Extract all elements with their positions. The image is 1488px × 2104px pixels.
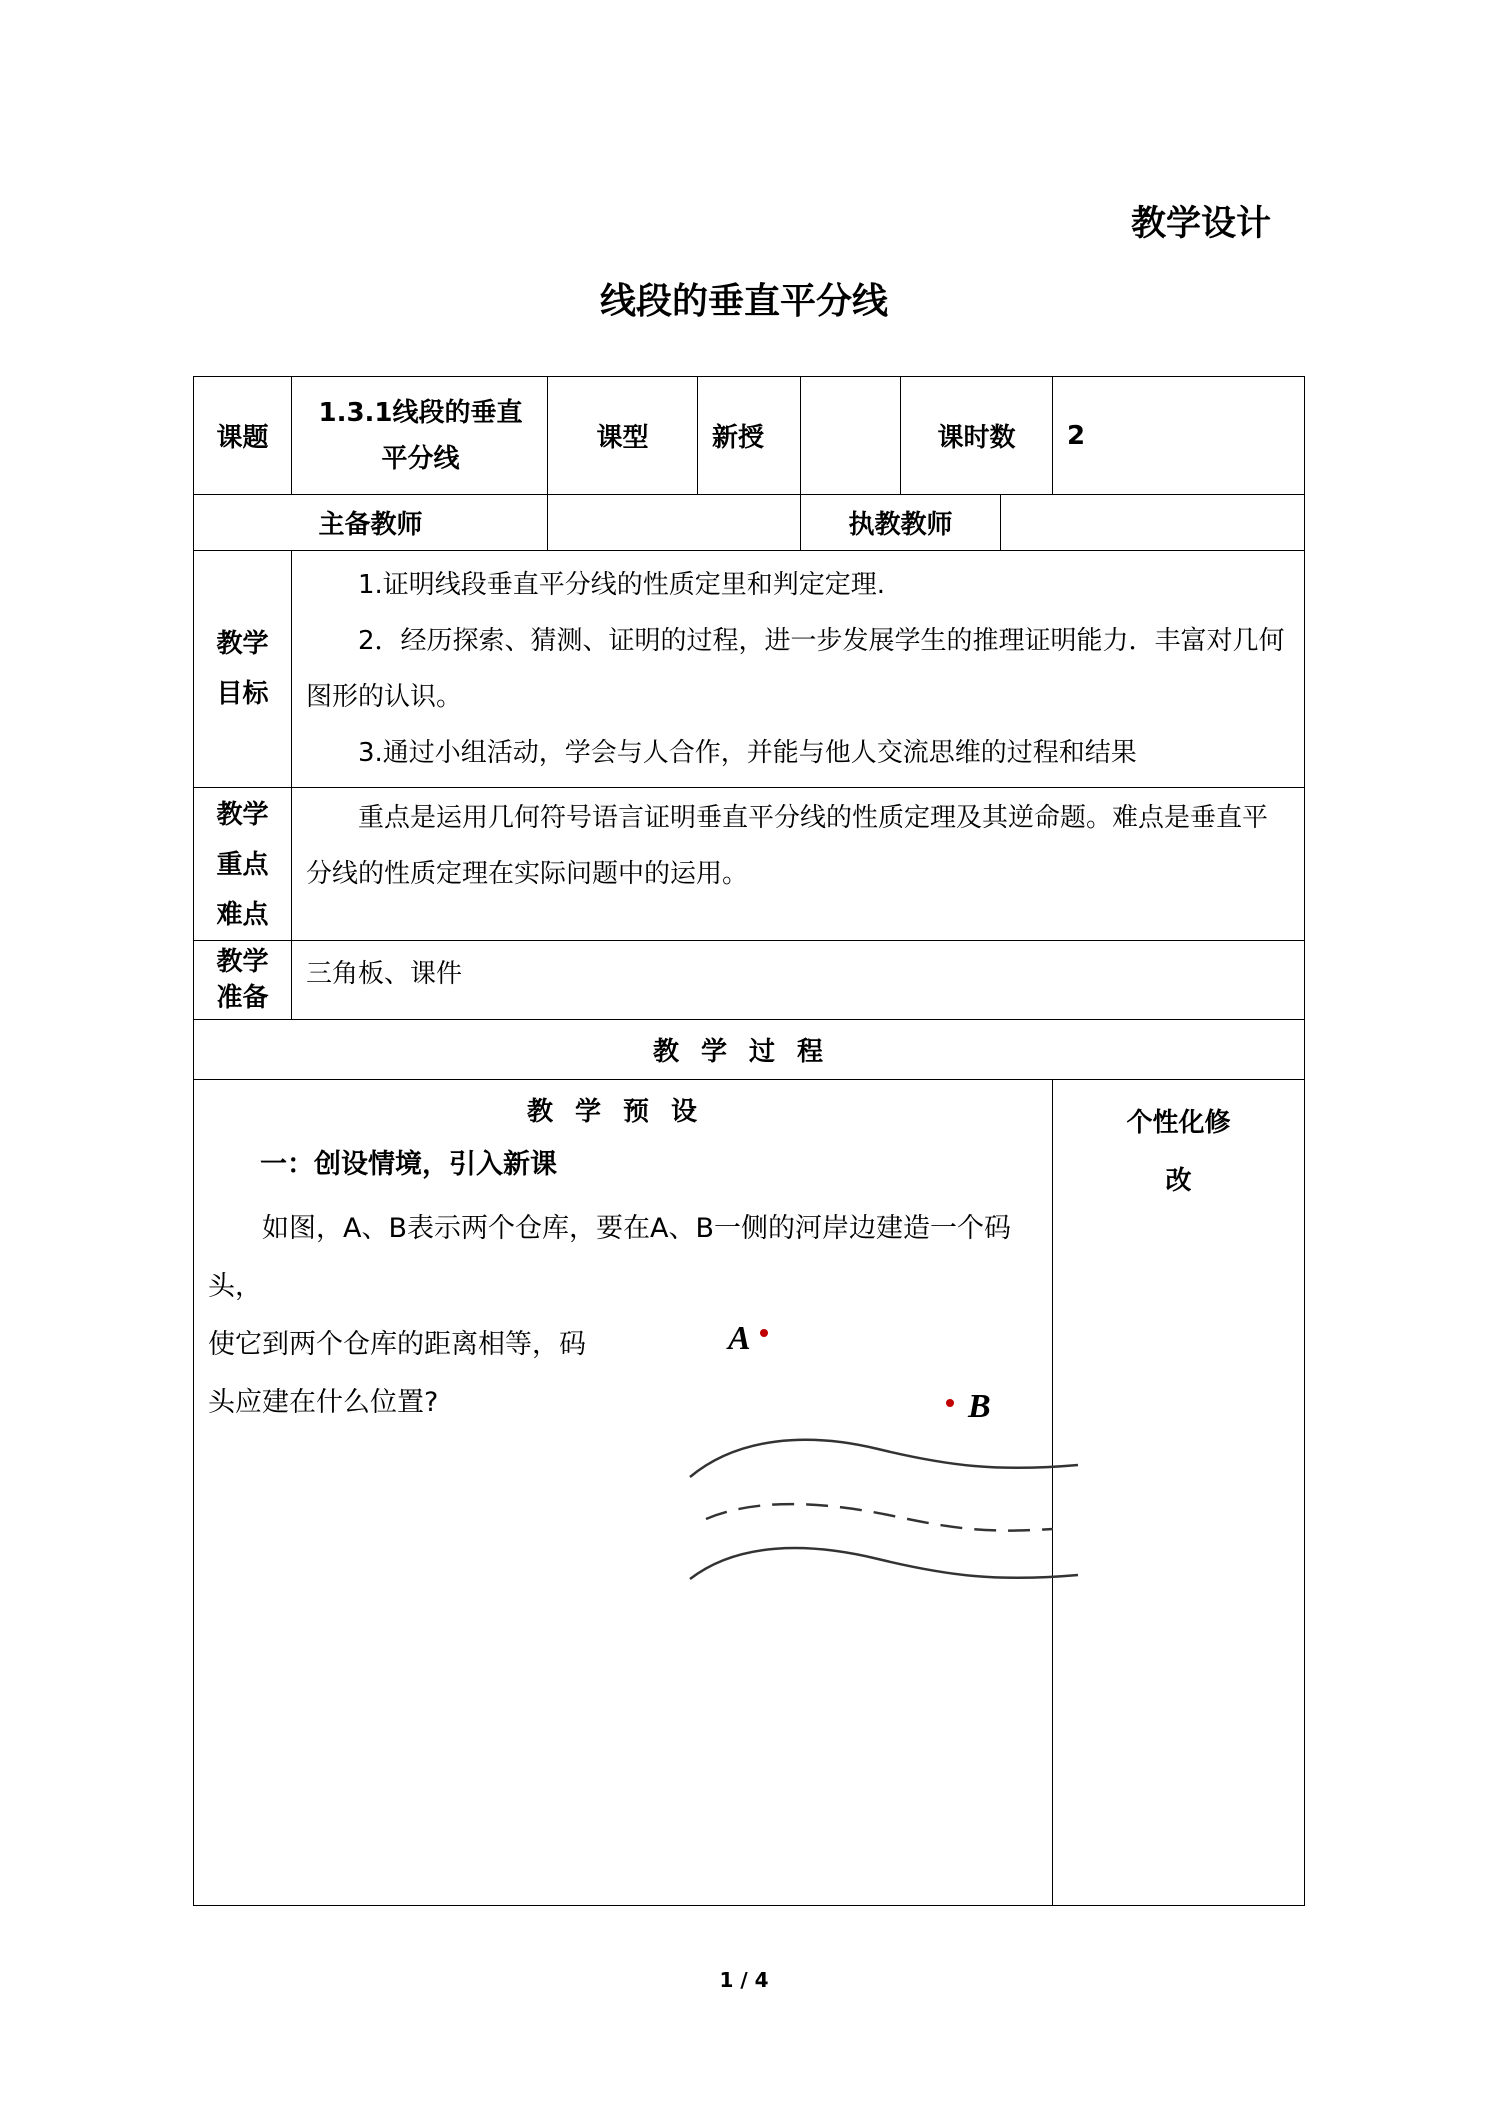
personal-heading-line2: 改 <box>1165 1166 1192 1196</box>
process-content-row <box>194 1080 1305 1906</box>
preset-heading: 教学预设 <box>527 1097 720 1127</box>
exec-teacher-label: 执教教师 <box>801 495 1001 551</box>
key-points-content <box>292 788 1305 941</box>
main-teacher-label: 主备教师 <box>194 495 548 551</box>
objective-item: 3.通过小组活动，学会与人合作，并能与他人交流思维的过程和结果 <box>358 738 1137 768</box>
main-teacher-value <box>548 495 801 551</box>
objectives-row <box>194 551 1305 788</box>
exec-teacher-value <box>1001 495 1305 551</box>
objectives-label <box>194 551 292 788</box>
document-label: 教学设计 <box>1130 204 1271 244</box>
type-value-spacer <box>801 377 901 495</box>
lesson-plan-table <box>193 376 1305 1906</box>
type-value: 新授 <box>698 377 801 495</box>
section1-line3: 头应建在什么位置? <box>208 1387 439 1418</box>
river-bank-upper <box>690 1440 1078 1477</box>
section1-line1: 如图，A、B表示两个仓库，要在A、B一侧的河岸边建造一个码头， <box>208 1213 1011 1302</box>
process-heading: 教学过程 <box>194 1020 1305 1080</box>
preparation-text: 三角板、课件 <box>292 941 1305 1020</box>
river-center-dashed <box>706 1504 1053 1530</box>
point-a-dot <box>760 1329 768 1337</box>
key-points-row <box>194 788 1305 941</box>
document-title: 线段的垂直平分线 <box>599 281 888 322</box>
preparation-label-line1: 教学 <box>216 947 269 977</box>
objectives-content <box>292 551 1305 788</box>
objectives-label-line1: 教学 <box>216 629 269 659</box>
objective-item: 2．经历探索、猜测、证明的过程，进一步发展学生的推理证明能力．丰富对几何图形的认识。 <box>306 626 1285 712</box>
key-points-label-line3: 难点 <box>216 900 269 930</box>
point-b-dot <box>946 1399 954 1407</box>
personal-heading-line1: 个性化修 <box>1126 1108 1231 1138</box>
point-a-label: A <box>728 1320 751 1357</box>
preparation-label <box>194 941 292 1020</box>
preset-column <box>194 1080 1053 1906</box>
river-bank-lower <box>690 1548 1078 1579</box>
river-warehouse-figure <box>678 1297 1118 1597</box>
preparation-row <box>194 941 1305 1020</box>
process-heading-row <box>194 1020 1305 1080</box>
point-b-label: B <box>968 1388 991 1425</box>
info-row <box>194 377 1305 495</box>
objectives-label-line2: 目标 <box>216 679 269 709</box>
section1-line2: 使它到两个仓库的距离相等，码 <box>208 1329 586 1360</box>
key-points-text: 重点是运用几何符号语言证明垂直平分线的性质定理及其逆命题。难点是垂直平分线的性质定理在实际问题中的运用。 <box>306 803 1269 889</box>
topic-value: 1.3.1线段的垂直平分线 <box>292 377 548 495</box>
type-label: 课型 <box>548 377 698 495</box>
objective-item: 1.证明线段垂直平分线的性质定里和判定定理. <box>358 570 886 600</box>
page-number: 1 / 4 <box>719 1968 769 1992</box>
preparation-label-line2: 准备 <box>216 983 269 1013</box>
teachers-row <box>194 495 1305 551</box>
key-points-label <box>194 788 292 941</box>
key-points-label-line1: 教学 <box>216 800 269 830</box>
hours-value: 2 <box>1053 377 1305 495</box>
topic-label: 课题 <box>194 377 292 495</box>
key-points-label-line2: 重点 <box>216 850 269 880</box>
hours-label: 课时数 <box>901 377 1053 495</box>
section1-body <box>194 1190 1052 1432</box>
section1-title: 一：创设情境，引入新课 <box>260 1149 557 1180</box>
